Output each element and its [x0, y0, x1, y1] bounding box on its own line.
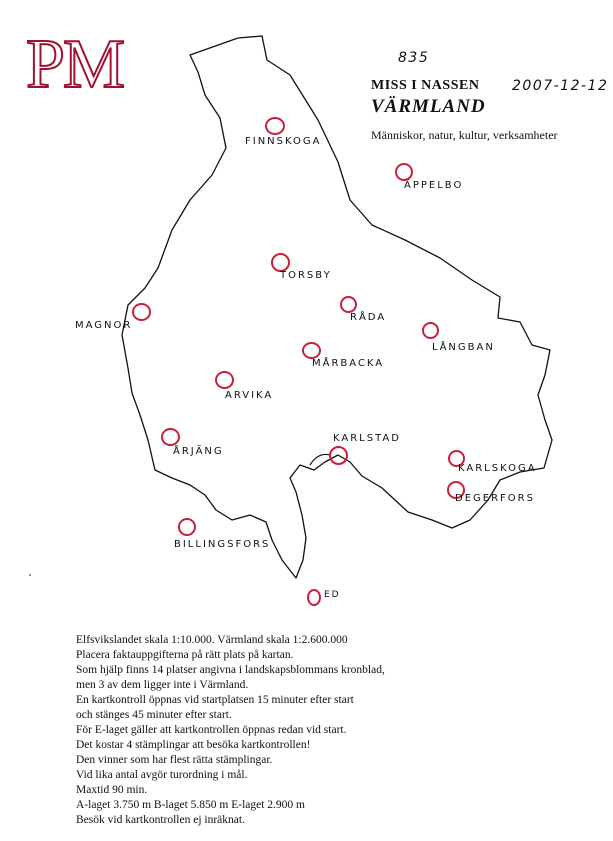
- instruction-line: Vid lika antal avgör turordning i mål.: [76, 769, 248, 781]
- marker-finnskoga: [265, 117, 285, 135]
- instruction-line: men 3 av dem ligger inte i Värmland.: [76, 679, 249, 691]
- marker-arjang: [161, 428, 180, 446]
- instruction-line: Elfsvikslandet skala 1:10.000. Värmland skala 1:2.600.000: [76, 634, 348, 646]
- marker-billingsfors: [178, 518, 196, 536]
- label-karlstad: KARLSTAD: [333, 433, 401, 444]
- lake-shore: [310, 454, 330, 465]
- marker-magnor: [132, 303, 151, 321]
- label-rada: RÅDA: [350, 312, 387, 323]
- marker-karlstad: [329, 446, 348, 465]
- label-marbacka: MÅRBACKA: [312, 358, 385, 369]
- marker-arvika: [215, 371, 234, 389]
- marker-langban: [422, 322, 439, 339]
- label-arvika: ARVIKA: [225, 390, 274, 401]
- speck: [29, 574, 31, 576]
- label-arjang: ÅRJÄNG: [173, 446, 224, 457]
- label-magnor: MAGNOR: [75, 320, 133, 331]
- instruction-line: och stänges 45 minuter efter start.: [76, 709, 232, 721]
- label-karlskoga: KARLSKOGA: [458, 463, 537, 474]
- instruction-line: Placera faktauppgifterna på rätt plats på kartan.: [76, 649, 294, 661]
- marker-appelbo: [395, 163, 413, 181]
- label-finnskoga: FINNSKOGA: [245, 136, 322, 147]
- marker-rada: [340, 296, 357, 313]
- region-title: VÄRMLAND: [371, 96, 486, 117]
- event-subtitle: Människor, natur, kultur, verksamheter: [371, 128, 558, 142]
- label-langban: LÅNGBAN: [432, 342, 495, 353]
- marker-ed: [307, 589, 321, 606]
- instruction-line: A-laget 3.750 m B-laget 5.850 m E-laget 2.900 m: [76, 799, 305, 811]
- label-billingsfors: BILLINGSFORS: [174, 539, 271, 550]
- instruction-line: Det kostar 4 stämplingar att besöka kartkontrollen!: [76, 739, 311, 751]
- instruction-line: Besök vid kartkontrollen ej inräknat.: [76, 814, 245, 826]
- instruction-line: Den vinner som har flest rätta stämplingar.: [76, 754, 273, 766]
- pm-logo: PM: [26, 26, 124, 103]
- instruction-line: För E-laget gäller att kartkontrollen öppnas redan vid start.: [76, 724, 347, 736]
- label-degerfors: DEGERFORS: [455, 493, 535, 504]
- label-appelbo: ÄPPELBO: [404, 180, 464, 191]
- instruction-line: Som hjälp finns 14 platser angivna i landskapsblommans kronblad,: [76, 664, 385, 676]
- instruction-line: En kartkontroll öppnas vid startplatsen 15 minuter efter start: [76, 694, 354, 706]
- marker-marbacka: [302, 342, 321, 359]
- label-ed: ED: [324, 590, 341, 600]
- instruction-line: Maxtid 90 min.: [76, 784, 148, 796]
- event-title: MISS I NASSEN: [371, 78, 480, 93]
- event-date: 2007-12-12: [512, 78, 609, 94]
- instructions: [76, 633, 556, 828]
- label-torsby: TORSBY: [280, 270, 332, 281]
- event-number: 835: [398, 50, 430, 66]
